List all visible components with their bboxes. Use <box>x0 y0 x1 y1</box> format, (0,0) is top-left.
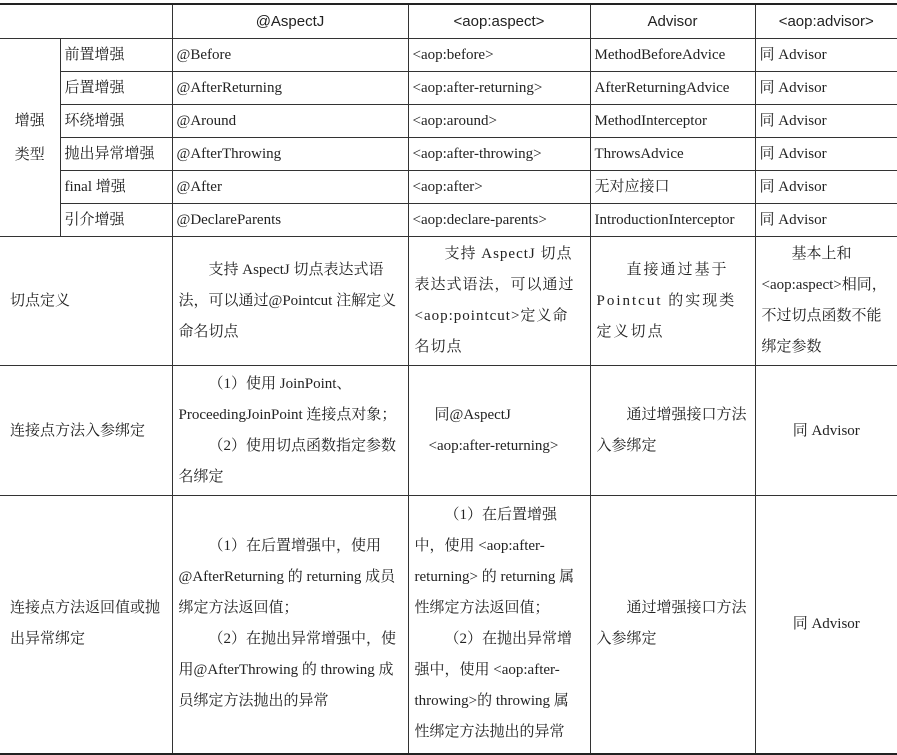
advisor-cell: ThrowsAdvice <box>590 138 755 171</box>
group-label-line: 类型 <box>14 146 45 163</box>
advice-type: 抛出异常增强 <box>60 138 172 171</box>
row-label: 切点定义 <box>0 237 172 366</box>
table-row <box>0 72 897 105</box>
aop-advisor-cell: 同 Advisor <box>755 39 897 72</box>
advisor-cell: 无对应接口 <box>590 171 755 204</box>
paragraph: <aop:after-returning> <box>428 437 559 454</box>
param-binding-row <box>0 366 897 496</box>
return-binding-row <box>0 496 897 754</box>
advice-type-group-label <box>0 39 60 237</box>
table-row <box>0 204 897 237</box>
aspectj-cell: 支持 AspectJ 切点表达式语法，可以通过@Pointcut 注解定义命名切点 <box>172 237 408 366</box>
advisor-cell: IntroductionInterceptor <box>590 204 755 237</box>
group-label-line: 增强 <box>14 112 45 129</box>
advice-type: 前置增强 <box>60 39 172 72</box>
table-row <box>0 171 897 204</box>
header-advisor: Advisor <box>590 4 755 39</box>
aop-aspect-cell: <aop:after-throwing> <box>408 138 590 171</box>
aspectj-cell: @AfterReturning <box>172 72 408 105</box>
advisor-cell: MethodBeforeAdvice <box>590 39 755 72</box>
advisor-cell: MethodInterceptor <box>590 105 755 138</box>
header-aop-aspect: <aop:aspect> <box>408 4 590 39</box>
aop-aspect-cell: <aop:around> <box>408 105 590 138</box>
aop-advisor-cell: 同 Advisor <box>755 138 897 171</box>
aspectj-cell: @DeclareParents <box>172 204 408 237</box>
aop-aspect-cell: <aop:after-returning> <box>408 72 590 105</box>
aop-advisor-cell: 基本上和<aop:aspect>相同，不过切点函数不能绑定参数 <box>755 237 897 366</box>
aop-aspect-cell: 支持 AspectJ 切点表达式语法，可以通过<aop:pointcut>定义命名切点 <box>408 237 590 366</box>
paragraph: （1）使用 JoinPoint、ProceedingJoinPoint 连接点对象； <box>178 375 397 423</box>
pointcut-row <box>0 237 897 366</box>
aop-advisor-cell: 同 Advisor <box>755 366 897 496</box>
row-label: 连接点方法入参绑定 <box>0 366 172 496</box>
advice-type: 环绕增强 <box>60 105 172 138</box>
advisor-cell: AfterReturningAdvice <box>590 72 755 105</box>
advisor-cell: 直接通过基于 Pointcut 的实现类定义切点 <box>590 237 755 366</box>
paragraph: （2）在抛出异常增强中，使用@AfterThrowing 的 throwing 成员绑定方法抛出的异常 <box>178 631 397 710</box>
paragraph: （2）使用切点函数指定参数名绑定 <box>178 437 397 485</box>
table-row <box>0 138 897 171</box>
aop-advisor-cell: 同 Advisor <box>755 496 897 754</box>
aop-aspect-cell: <aop:after> <box>408 171 590 204</box>
aop-comparison-table <box>0 3 897 755</box>
advisor-cell: 通过增强接口方法入参绑定 <box>590 496 755 754</box>
header-corner <box>0 4 172 39</box>
aspectj-cell <box>172 496 408 754</box>
table-row <box>0 39 897 72</box>
aspectj-cell: @Around <box>172 105 408 138</box>
aspectj-cell: @Before <box>172 39 408 72</box>
aop-advisor-cell: 同 Advisor <box>755 171 897 204</box>
advice-type: 后置增强 <box>60 72 172 105</box>
advice-type: final 增强 <box>60 171 172 204</box>
aop-aspect-cell <box>408 366 590 496</box>
aop-advisor-cell: 同 Advisor <box>755 105 897 138</box>
header-row <box>0 4 897 39</box>
aop-advisor-cell: 同 Advisor <box>755 204 897 237</box>
paragraph: （1）在后置增强中，使用@AfterReturning 的 returning 成员绑定方法返回值； <box>178 538 396 617</box>
advisor-cell: 通过增强接口方法入参绑定 <box>590 366 755 496</box>
paragraph: （2）在抛出异常增强中，使用 <aop:after-throwing>的 throwing 属性绑定方法抛出的异常 <box>414 631 573 741</box>
aop-aspect-cell <box>408 496 590 754</box>
paragraph: 同@AspectJ <box>434 406 511 423</box>
aspectj-cell <box>172 366 408 496</box>
aop-aspect-cell: <aop:declare-parents> <box>408 204 590 237</box>
aop-aspect-cell: <aop:before> <box>408 39 590 72</box>
paragraph: （1）在后置增强中，使用 <aop:after-returning> 的 returning 属性绑定方法返回值； <box>414 507 575 617</box>
row-label: 连接点方法返回值或抛出异常绑定 <box>0 496 172 754</box>
table-row <box>0 105 897 138</box>
header-aop-advisor: <aop:advisor> <box>755 4 897 39</box>
aop-advisor-cell: 同 Advisor <box>755 72 897 105</box>
header-aspectj: @AspectJ <box>172 4 408 39</box>
aspectj-cell: @AfterThrowing <box>172 138 408 171</box>
advice-type: 引介增强 <box>60 204 172 237</box>
aspectj-cell: @After <box>172 171 408 204</box>
